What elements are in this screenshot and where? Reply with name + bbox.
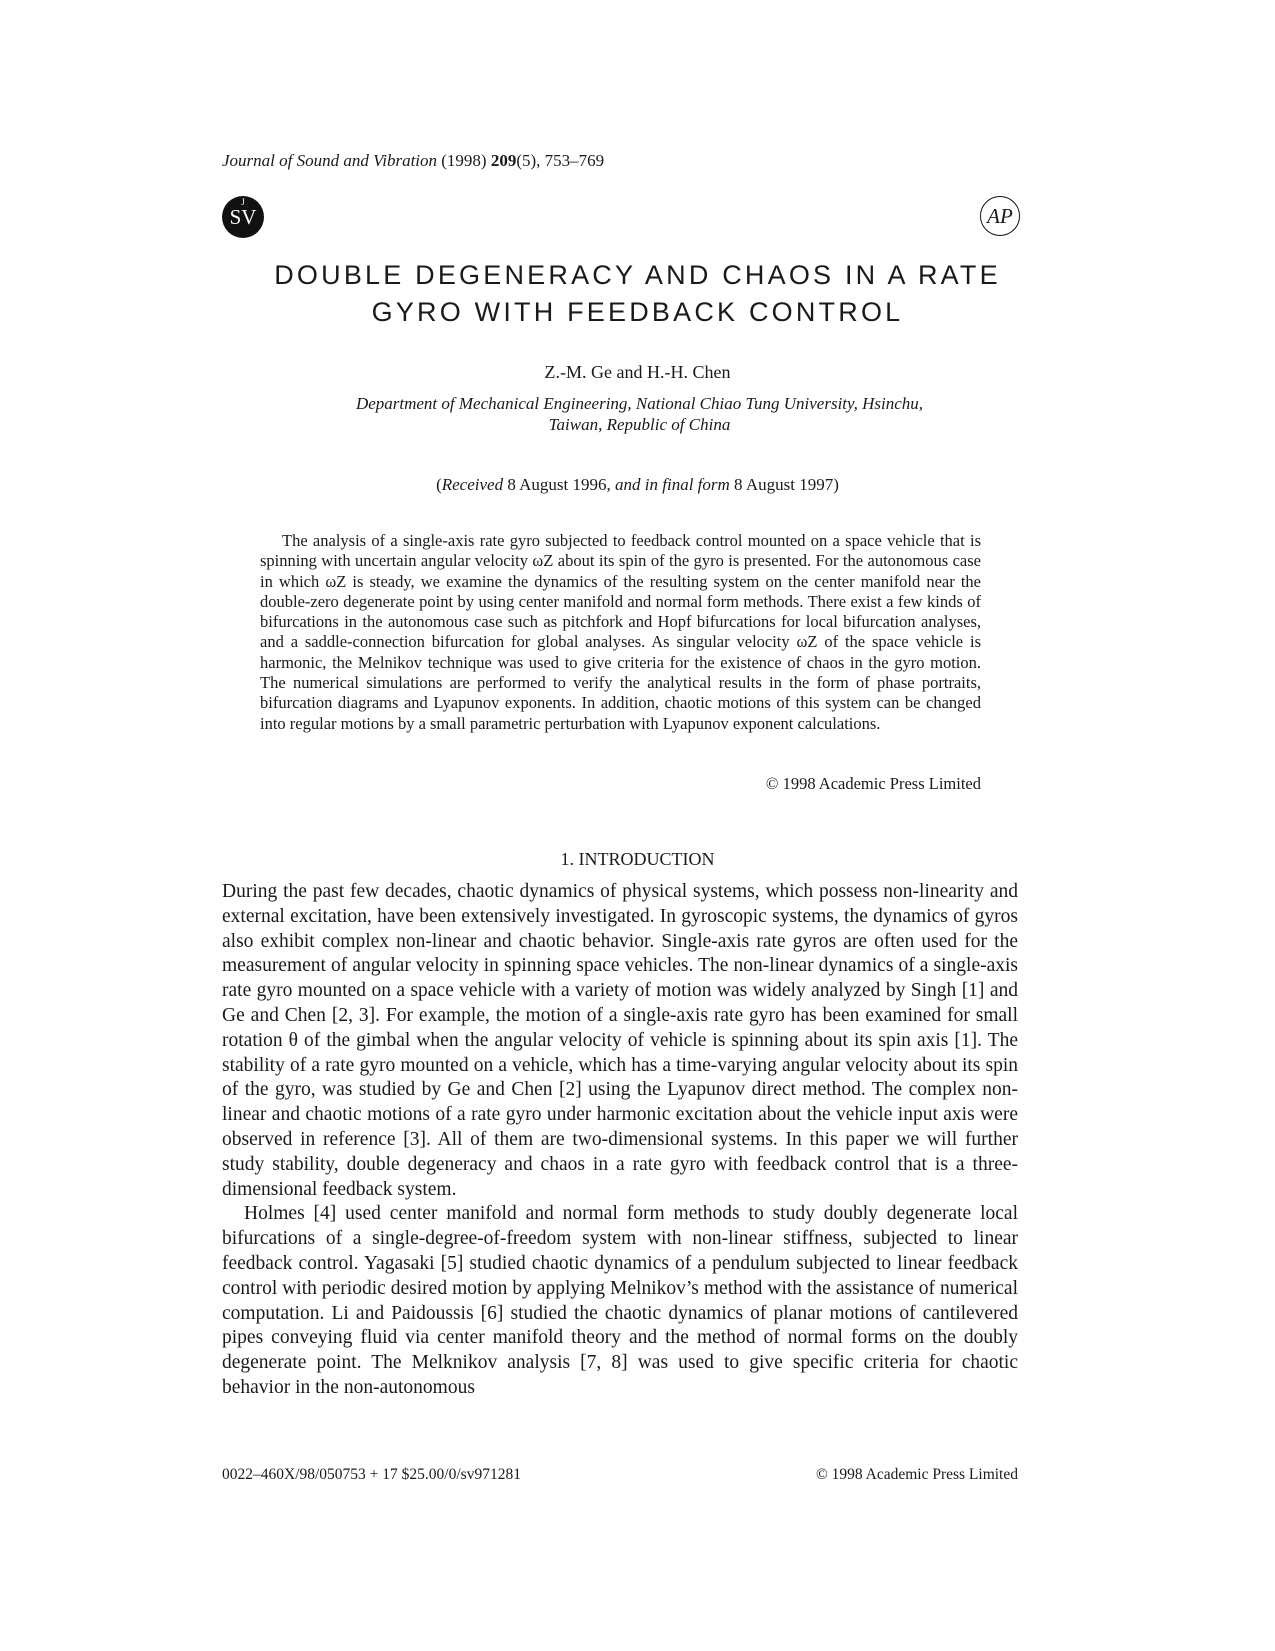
journal-issue-pages: (5), 753–769 [516,151,605,170]
journal-year: (1998) [441,151,487,170]
final-form-date: 8 August 1997 [729,475,834,494]
journal-citation [222,151,604,171]
received-date: 8 August 1996, [503,475,616,494]
affiliation [222,393,1057,435]
journal-volume: 209 [490,151,517,170]
footer-copyright: © 1998 Academic Press Limited [815,1466,1018,1483]
abstract-copyright: © 1998 Academic Press Limited [765,774,981,793]
journal-name: Journal of Sound and Vibration [222,151,438,170]
sv-logo-icon [222,196,264,238]
sv-logo-small-letter: J [241,197,245,207]
abstract-text: The analysis of a single-axis rate gyro subjected to feedback control mounted on a space vehicle that is spinning with uncertain angular velocity ωZ about its spin of the gyro is presented. For the autonomous case in which ωZ is steady, we examine the dynamics of the resulting system on the center manifold near the double-zero degenerate point by using center manifold and normal form methods. There exist a few kinds of bifurcations in the autonomous case such as pitchfork and Hopf bifurcations for local bifurcation analyses, and a saddle-connection bifurcation for global analyses. As singular velocity ωZ of the space vehicle is harmonic, the Melnikov technique was used to give criteria for the existence of chaos in the gyro motion. The numerical simulations are performed to verify the analytical results in the form of phase portraits, bifurcation diagrams and Lyapunov exponents. In addition, chaotic motions of this system can be changed into regular motions by a small parametric perturbation with Lyapunov exponent calculations. [260,531,981,733]
authors: Z.-M. Ge and H.-H. Chen [544,362,731,382]
title-line-2: GYRO WITH FEEDBACK CONTROL [371,297,904,327]
received-label: Received [441,475,504,494]
final-form-label: and in final form [615,475,730,494]
sv-logo-letters: SV [229,205,257,229]
footer-code: 0022–460X/98/050753 + 17 $25.00/0/sv971281 [222,1466,521,1483]
section-heading: 1. INTRODUCTION [560,849,715,869]
title-line-1: DOUBLE DEGENERACY AND CHAOS IN A RATE [274,260,1001,290]
ap-logo-icon [980,196,1020,236]
introduction-body [222,880,1018,1401]
affiliation-line-1: Department of Mechanical Engineering, National Chiao Tung University, Hsinchu, [355,394,924,413]
affiliation-line-2: Taiwan, Republic of China [548,415,731,434]
paper-title [160,257,1115,331]
introduction-paragraph-2: Holmes [4] used center manifold and normal form methods to study doubly degenerate local bifurcations of a single-degree-of-freedom system with non-linear stiffness, subjected to linear feedback control. Yagasaki [5] studied chaotic dynamics of a pendulum subjected to linear feedback control with periodic desired motion by applying Melnikov’s method with the assistance of numerical computation. Li and Paidoussis [6] studied the chaotic dynamics of planar motions of cantilevered pipes conveying fluid via center manifold theory and the method of normal forms on the doubly degenerate point. The Melknikov analysis [7, 8] was used to give specific criteria for chaotic behavior in the non-autonomous [222,1203,1018,1398]
received-dates: (Received 8 August 1996, and in final form 8 August 1997) [436,475,839,494]
abstract [260,531,981,734]
introduction-paragraph-1: During the past few decades, chaotic dynamics of physical systems, which possess non-linearity and external excitation, have been extensively investigated. In gyroscopic systems, the dynamics of gyros also exhibit complex non-linear and chaotic behavior. Single-axis rate gyros are often used for the measurement of angular velocity in spinning space vehicles. The non-linear dynamics of a single-axis rate gyro mounted on a space vehicle with a variety of motion was widely analyzed by Singh [1] and Ge and Chen [2, 3]. For example, the motion of a single-axis rate gyro has been examined for small rotation θ of the gimbal when the angular velocity of vehicle is spinning about its spin axis [1]. The stability of a rate gyro mounted on a vehicle, which has a time-varying angular velocity about its spin of the gyro, was studied by Ge and Chen [2] using the Lyapunov direct method. The complex non-linear and chaotic motions of a rate gyro under harmonic excitation about the vehicle input axis were observed in reference [3]. All of them are two-dimensional systems. In this paper we will further study stability, double degeneracy and chaos in a rate gyro with feedback control that is a three-dimensional feedback system. [222,881,1018,1200]
ap-logo-letters: AP [987,204,1013,228]
